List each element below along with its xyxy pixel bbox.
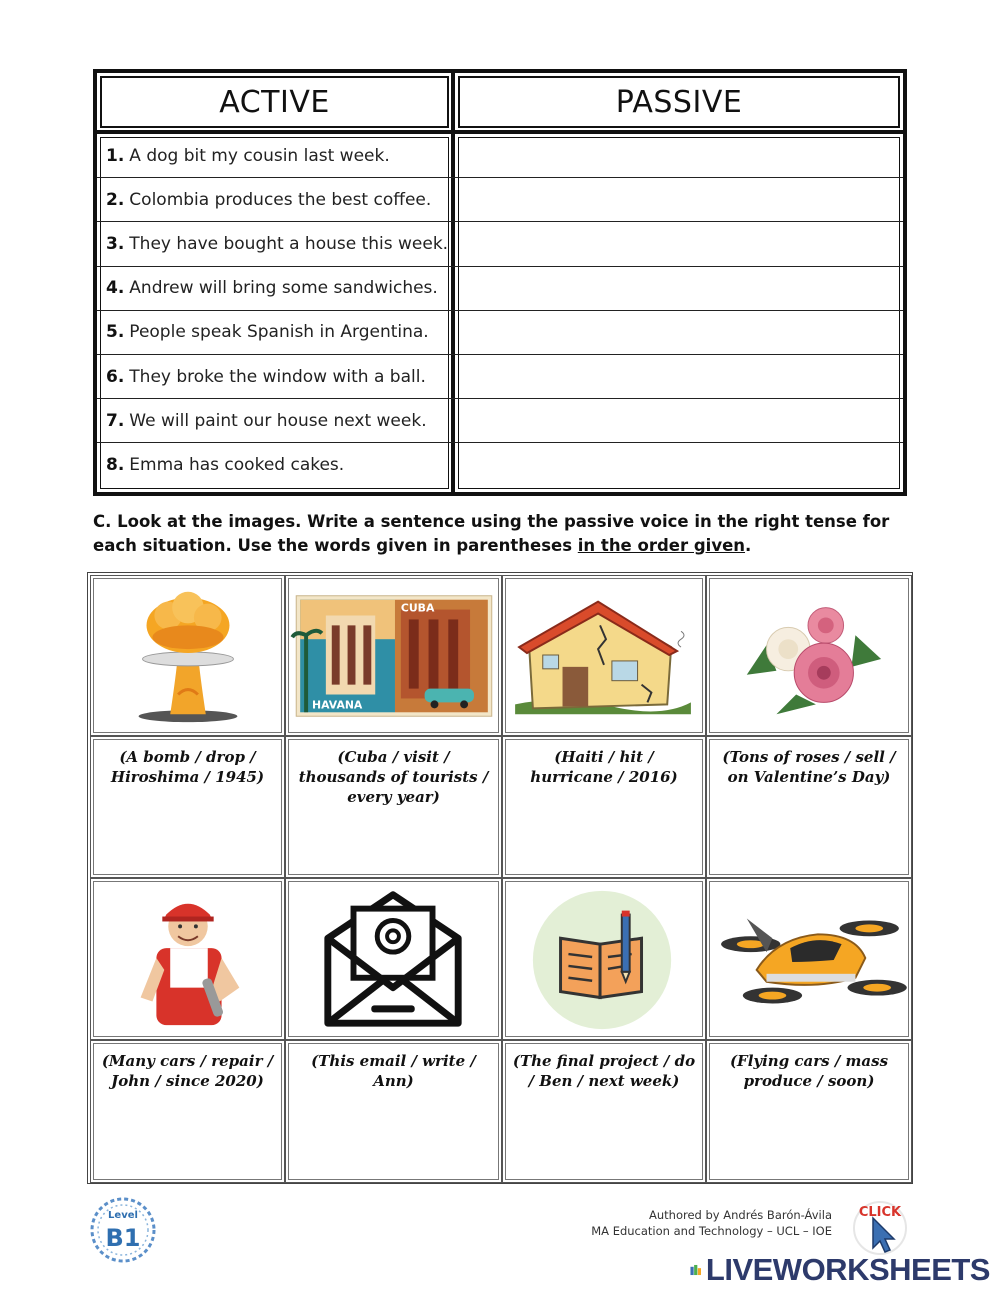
active-sentence: We will paint our house next week. <box>129 410 427 431</box>
image-cell <box>502 878 706 1040</box>
passive-sentence-input[interactable] <box>511 793 697 869</box>
passive-sentence-input[interactable] <box>715 1097 903 1174</box>
row-number: 5. <box>106 322 125 343</box>
notebook-pen-icon <box>503 879 705 1039</box>
prompt-text: (Many cars / repair / John / since 2020) <box>101 1052 274 1090</box>
row-number: 7. <box>106 410 125 431</box>
brand-name: LIVEWORKSHEETS <box>705 1252 990 1287</box>
image-cell <box>502 575 706 736</box>
email-envelope-icon <box>286 879 501 1039</box>
prompt-text: (This email / write / Ann) <box>311 1052 476 1090</box>
active-sentence: They have bought a house this week. <box>129 233 449 254</box>
passive-sentence-input[interactable] <box>294 1097 493 1174</box>
prompt-text: (Flying cars / mass produce / soon) <box>729 1052 889 1090</box>
level-code: B1 <box>105 1224 141 1252</box>
row-number: 4. <box>106 278 125 299</box>
prompt-cell <box>285 1040 502 1183</box>
section-c-instruction: C. Look at the images. Write a sentence using the passive voice in the right tense for each situation. Use the words given in parentheses in the order given. <box>93 512 890 555</box>
table-row <box>97 134 903 178</box>
click-logo-text: CLICK <box>858 1205 902 1220</box>
row-number: 2. <box>106 189 125 210</box>
table-row <box>97 443 903 487</box>
havana-postcard-icon <box>286 576 501 735</box>
active-sentence: Colombia produces the best coffee. <box>129 189 432 210</box>
passive-answer-input[interactable] <box>459 136 903 178</box>
active-sentence: Andrew will bring some sandwiches. <box>129 278 438 299</box>
row-number: 1. <box>106 145 125 166</box>
prompt-cell <box>90 1040 285 1183</box>
passive-answer-input[interactable] <box>459 269 903 311</box>
active-passive-table <box>93 69 907 496</box>
prompt-cell <box>90 736 285 878</box>
liveworksheets-icon <box>690 1257 702 1283</box>
cuba-label: CUBA <box>400 601 435 615</box>
table-header <box>97 73 903 134</box>
passive-sentence-input[interactable] <box>511 1097 697 1174</box>
active-sentence: A dog bit my cousin last week. <box>129 145 390 166</box>
flying-car-icon <box>707 879 911 1039</box>
prompt-text: (Cuba / visit / thousands of tourists / every year) <box>298 748 489 806</box>
liveworksheets-logo <box>690 1252 990 1288</box>
passive-answer-input[interactable] <box>459 180 903 222</box>
mechanic-icon <box>91 879 284 1039</box>
roses-bouquet-icon <box>707 576 911 735</box>
image-cell <box>90 878 285 1040</box>
row-number: 3. <box>106 233 125 254</box>
prompt-cell <box>706 736 912 878</box>
section-c-grid <box>87 572 913 1184</box>
click-logo <box>845 1198 915 1260</box>
damaged-house-icon <box>503 576 705 735</box>
image-cell <box>706 878 912 1040</box>
image-cell <box>90 575 285 736</box>
passive-sentence-input[interactable] <box>294 793 493 869</box>
table-row <box>97 222 903 266</box>
table-rows <box>97 134 903 492</box>
prompt-cell <box>502 1040 706 1183</box>
passive-answer-input[interactable] <box>459 357 903 399</box>
passive-sentence-input[interactable] <box>715 793 903 869</box>
prompt-text: (Tons of roses / sell / on Valentine’s Day) <box>722 748 896 786</box>
mushroom-cloud-icon <box>91 576 284 735</box>
prompt-text: (A bomb / drop / Hiroshima / 1945) <box>110 748 265 786</box>
passive-sentence-input[interactable] <box>99 1097 276 1174</box>
passive-answer-input[interactable] <box>459 445 903 487</box>
havana-label: HAVANA <box>312 698 363 712</box>
prompt-text: (Haiti / hit / hurricane / 2016) <box>530 748 678 786</box>
row-number: 6. <box>106 366 125 387</box>
table-row <box>97 399 903 443</box>
level-label: Level <box>108 1210 138 1221</box>
row-number: 8. <box>106 455 125 476</box>
passive-answer-input[interactable] <box>459 224 903 266</box>
level-b1-badge <box>89 1196 157 1264</box>
table-row <box>97 311 903 355</box>
active-sentence: They broke the window with a ball. <box>129 366 426 387</box>
passive-sentence-input[interactable] <box>99 793 276 869</box>
active-sentence: Emma has cooked cakes. <box>129 455 345 476</box>
image-cell <box>285 575 502 736</box>
image-cell <box>706 575 912 736</box>
prompt-cell <box>706 1040 912 1183</box>
prompt-cell <box>502 736 706 878</box>
table-row <box>97 267 903 311</box>
header-passive: PASSIVE <box>458 76 900 128</box>
passive-answer-input[interactable] <box>459 401 903 443</box>
header-active: ACTIVE <box>100 76 449 128</box>
image-cell <box>285 878 502 1040</box>
prompt-text: (The final project / do / Ben / next week) <box>512 1052 696 1090</box>
table-row <box>97 178 903 222</box>
table-row <box>97 355 903 399</box>
author-credit: Authored by Andrés Barón-Ávila MA Education and Technology – UCL – IOE <box>591 1208 832 1238</box>
passive-answer-input[interactable] <box>459 313 903 355</box>
prompt-cell <box>285 736 502 878</box>
active-sentence: People speak Spanish in Argentina. <box>129 322 429 343</box>
